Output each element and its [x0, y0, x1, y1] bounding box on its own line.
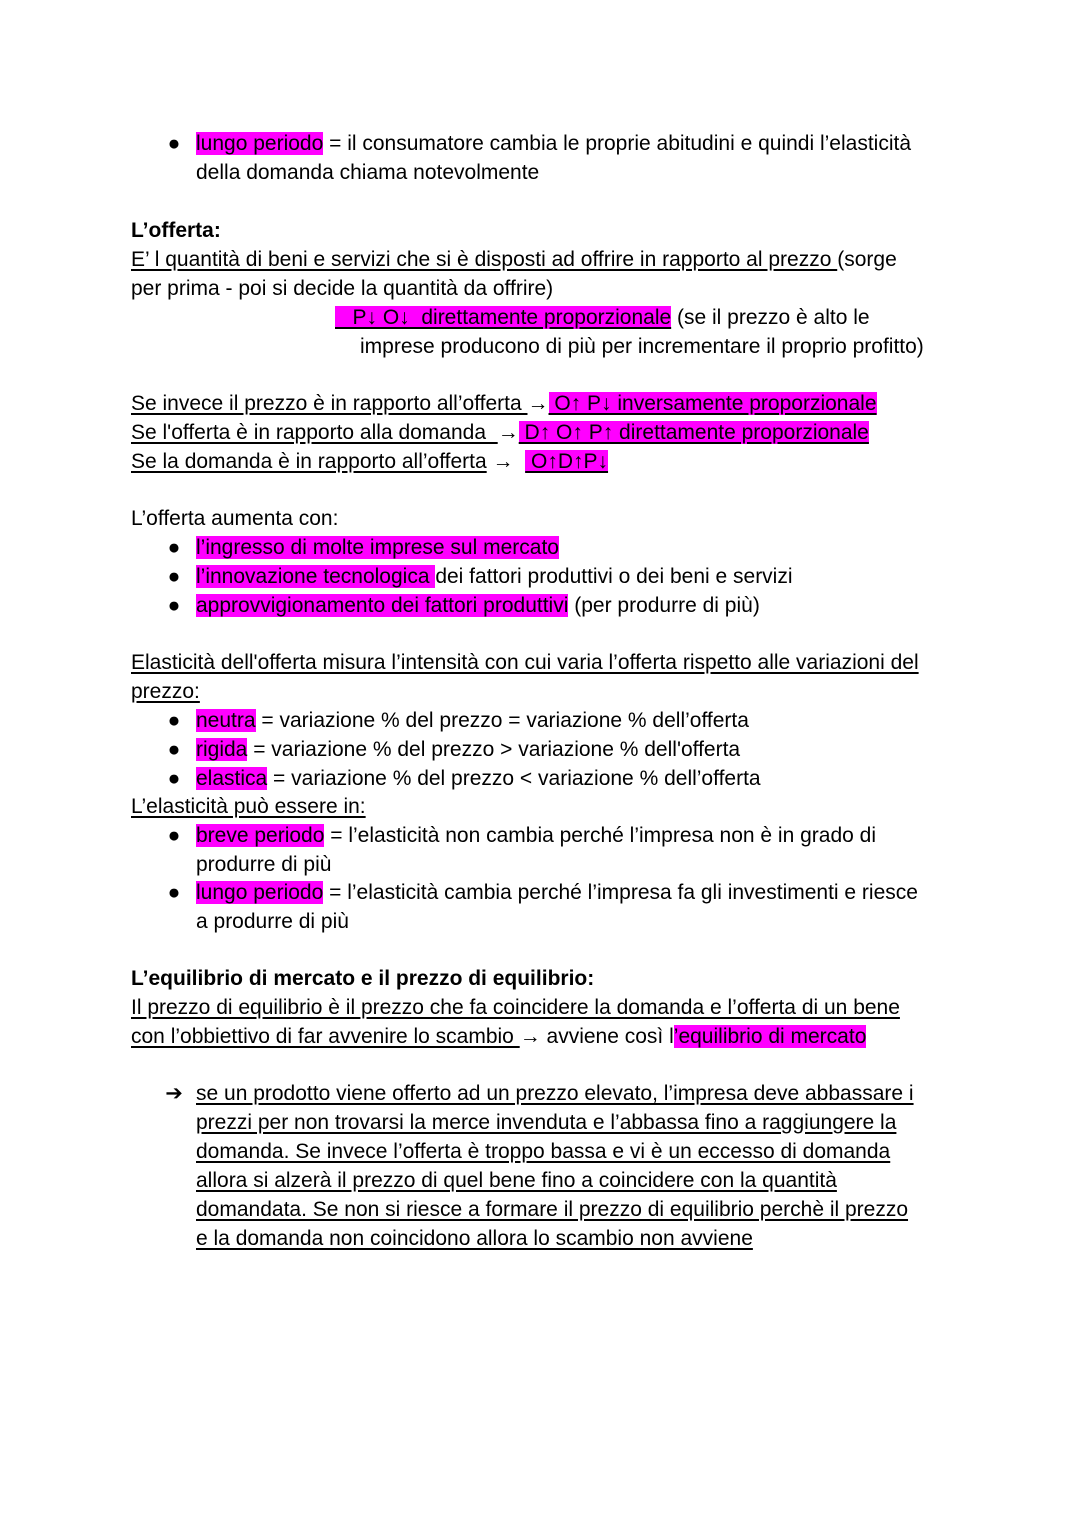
- periodo-intro: L’elasticità può essere in:: [131, 795, 366, 818]
- document-page: ● lungo periodo = il consumatore cambia le proprie abitudini e quindi l’elasticità della domanda chiama notevolmente L’offerta: E’ l quantità di beni e servizi che si è disposti ad offrire in rapporto al prezzo (sorge per prima - poi si decide la quantità da offrire) P↓ O↓ direttamente proporzionale (se il prezzo è alto le imprese producono di più per incrementare il proprio profitto) Se invece il prezzo è in rapporto all’offerta → O↑ P↓ inversamente proporzionale Se l'offerta è in rapporto alla domanda → D↑ O↑ P↑ direttamente proporzionale Se la domanda è in rapporto all’offerta → O↑D↑P↓ L’offerta aumenta con: ● l’ingresso di molte imprese sul mercato ● l’innovazione tecnologica dei fattori produttivi o dei beni e servizi ● approvvigionamento dei fattori produttivi (per produrre di più) Elasticità dell'offerta misura l’intensità con cui varia l’offerta rispetto alle variazioni del prezzo: ● neutra = variazione % del prezzo = variazione % dell’offerta ● rigida = variazione % del prezzo > variazione % dell'offerta ● elastica = variazione % del prezzo < variazione % dell’offerta L’elasticità può essere in: ● breve periodo = l’elasticità non cambia perché l’impresa non è in grado di produrre di più ● lungo periodo = l’elasticità cambia perché l’impresa fa gli investimenti e riesce a produrre di più L’equilibrio di mercato e il prezzo di equilibrio: Il prezzo di equilibrio è il prezzo che fa coincidere la domanda e l’offerta di un bene con l’obbiettivo di far avvenire lo scambio → avviene così l’equilibrio di mercato ➔ se un prodotto viene offerto ad un prezzo elevato, l’impresa deve abbassare i prezzi per non trovarsi la merce invenduta e l’abbassa fino a raggiungere la domanda. Se invece l’offerta è troppo bassa e vi è un eccesso di domanda allora si alzerà il prezzo di quel bene fino a coincidere con la quantità domandata. Se non si riesce a formare il prezzo di equilibrio perchè il prezzo e la domanda non coincidono allora lo scambio non avviene: [0, 0, 1080, 1525]
- arrow-icon: →: [527, 392, 549, 415]
- bullet-icon: ●: [167, 536, 181, 559]
- arrow-bullet-icon: ➔: [165, 1082, 183, 1105]
- bullet-icon: ●: [167, 738, 181, 761]
- aumenta-intro: L’offerta aumenta con:: [131, 507, 339, 530]
- bullet-icon: ●: [167, 881, 181, 904]
- relationship-offerta-domanda: Se l'offerta è in rapporto alla domanda → D↑ O↑ P↑ direttamente proporzionale: [131, 421, 869, 444]
- offerta-formula: P↓ O↓ direttamente proporzionale (se il prezzo è alto le imprese producono di più per incrementare il proprio profitto): [335, 306, 924, 358]
- bullet-icon: ●: [167, 767, 181, 790]
- arrow-icon: →: [497, 421, 519, 444]
- highlighted-term: lungo periodo: [196, 132, 324, 155]
- elasticita-definition: Elasticità dell'offerta misura l’intensità con cui varia l’offerta rispetto alle variazioni del prezzo:: [131, 651, 919, 703]
- offerta-definition: E’ l quantità di beni e servizi che si è disposti ad offrire in rapporto al prezzo (sorge per prima - poi si decide la quantità da offrire): [131, 248, 897, 300]
- bullet-icon: ●: [167, 709, 181, 732]
- bullet-icon: ●: [167, 565, 181, 588]
- bullet-icon: ●: [167, 824, 181, 847]
- arrow-icon: →: [486, 450, 526, 473]
- relationship-prezzo-offerta: Se invece il prezzo è in rapporto all’offerta → O↑ P↓ inversamente proporzionale: [131, 392, 877, 415]
- bullet-icon: ●: [167, 132, 181, 155]
- bullet-icon: ●: [167, 594, 181, 617]
- formula-highlight: P↓ O↓ direttamente proporzionale: [335, 306, 672, 329]
- section-heading-offerta: L’offerta:: [131, 219, 221, 242]
- relationship-domanda-offerta: Se la domanda è in rapporto all’offerta → O↑D↑P↓: [131, 450, 609, 473]
- section-heading-equilibrio: L’equilibrio di mercato e il prezzo di equilibrio:: [131, 967, 595, 990]
- equilibrio-definition: Il prezzo di equilibrio è il prezzo che fa coincidere la domanda e l’offerta di un bene con l’obbiettivo di far avvenire lo scambio → avviene così l’equilibrio di mercato: [131, 996, 900, 1048]
